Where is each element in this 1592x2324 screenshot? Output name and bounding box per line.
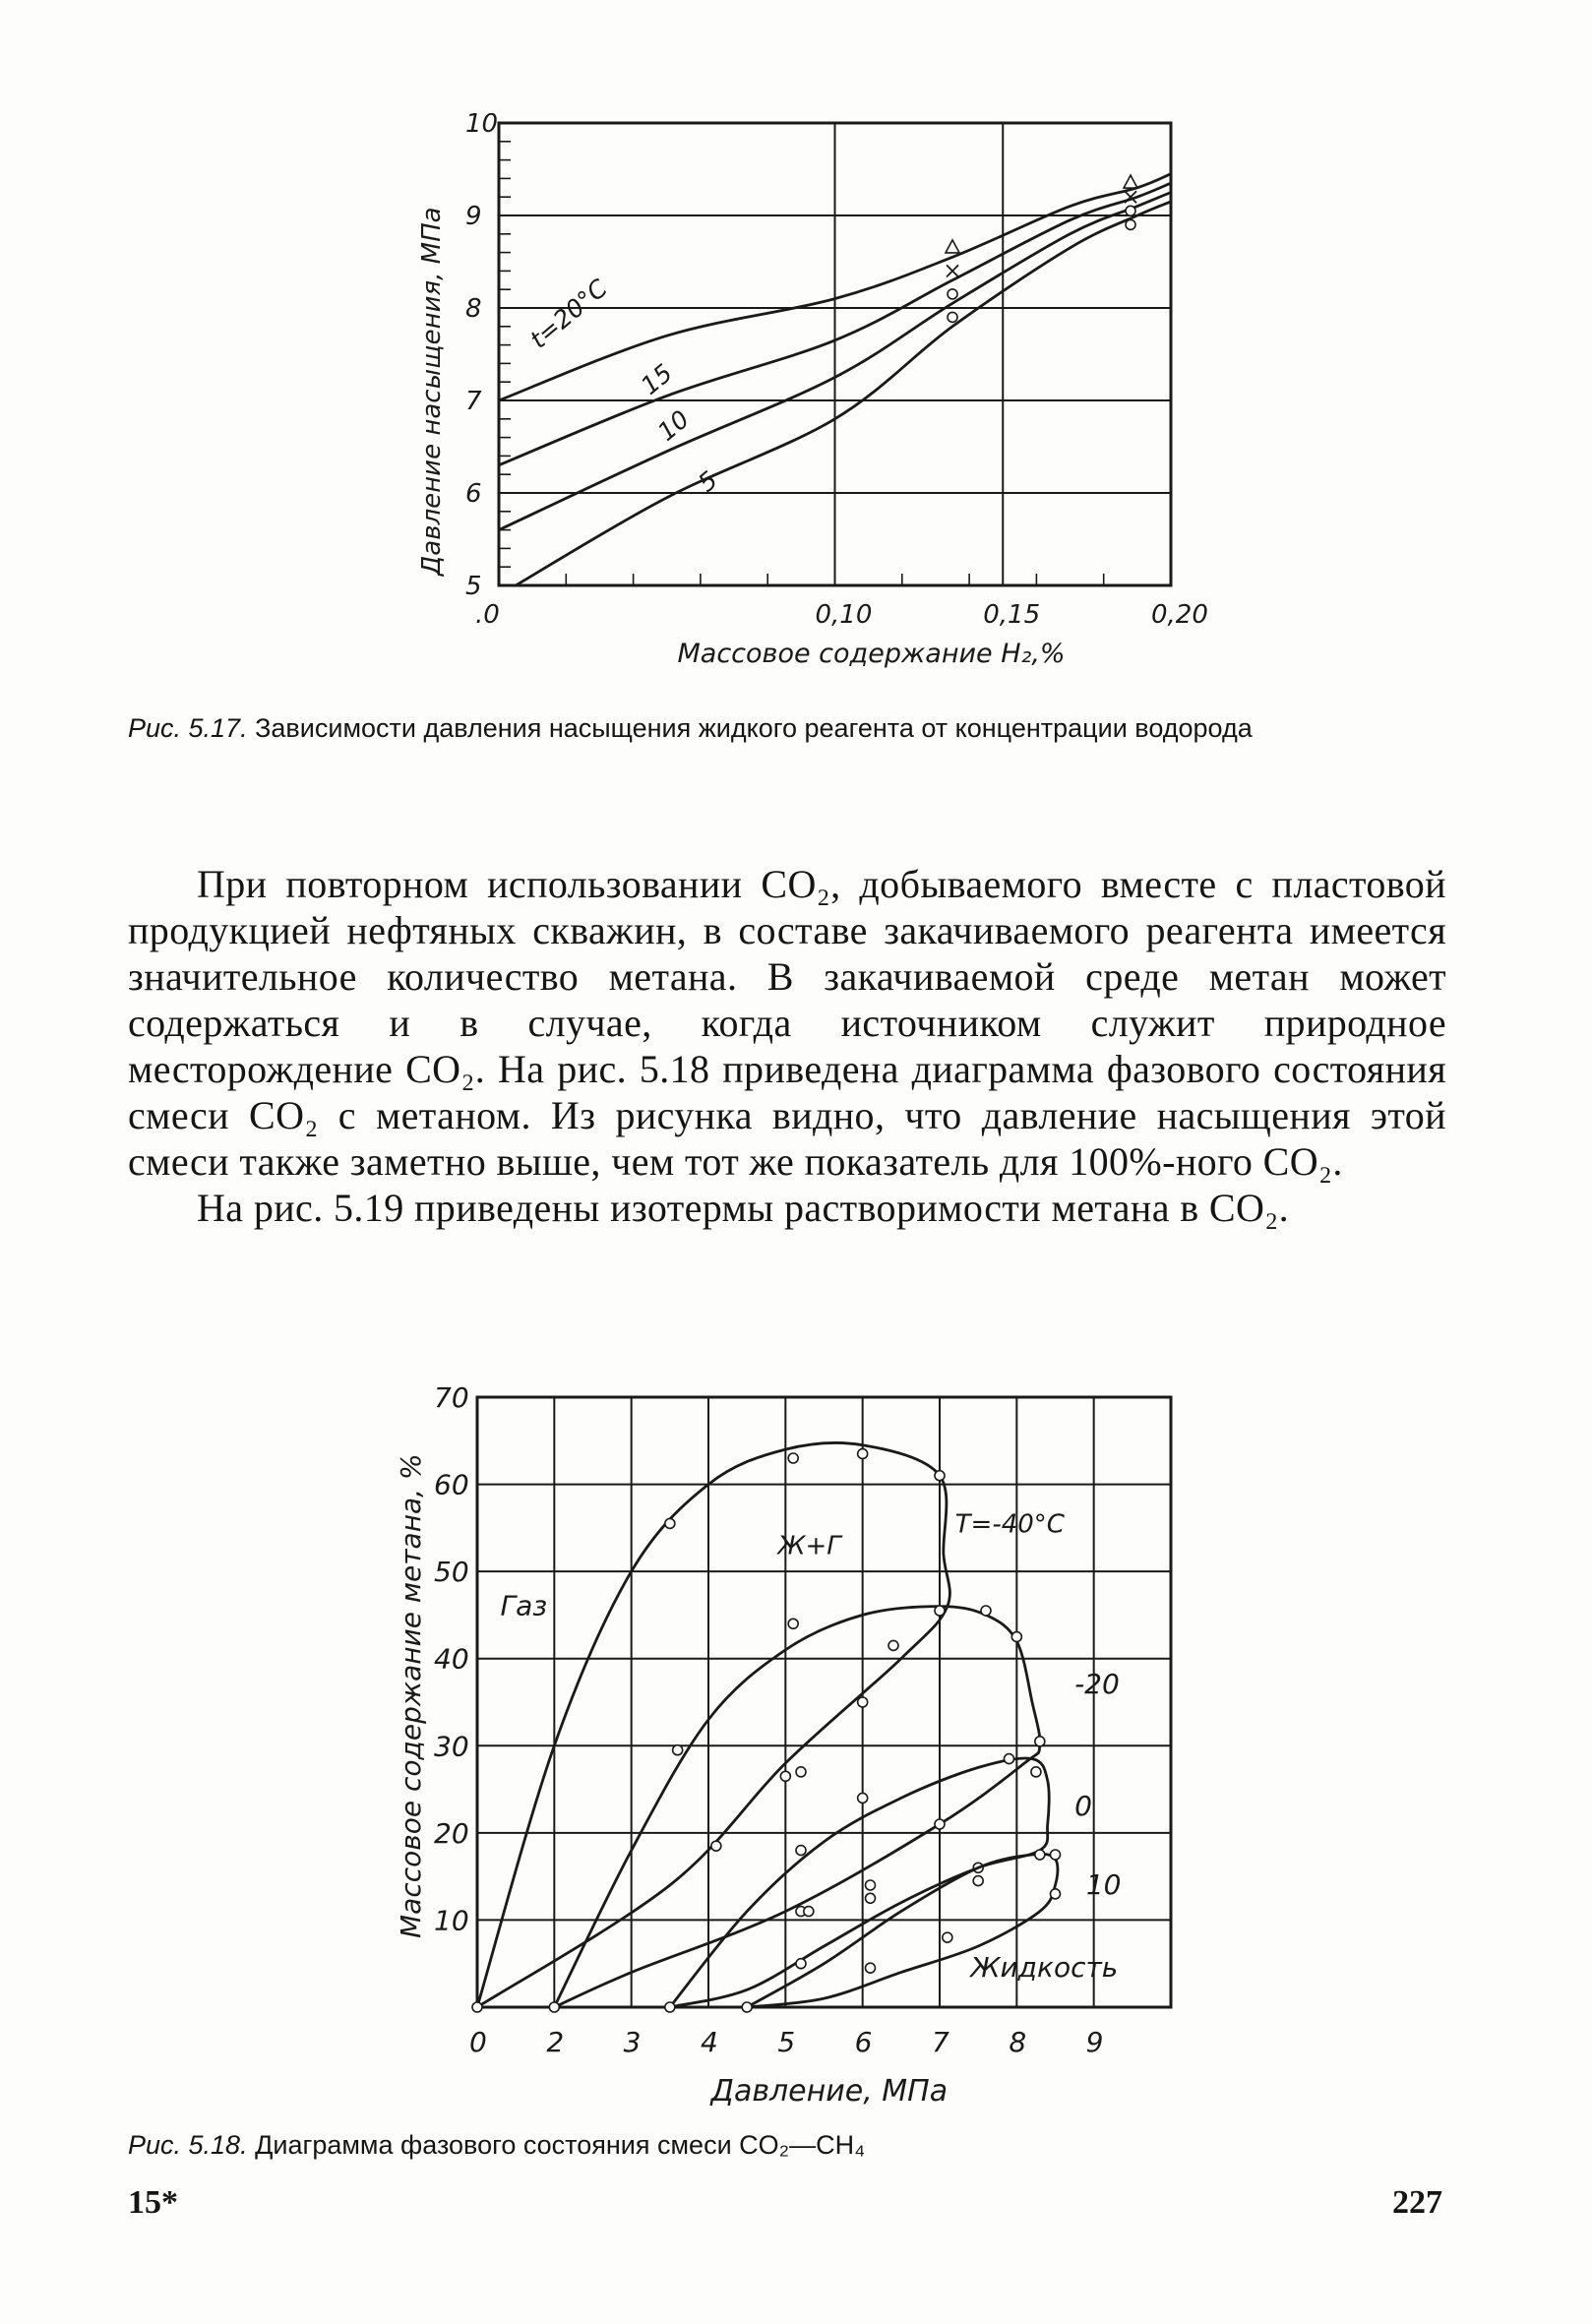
figure-5-18 — [389, 1382, 1215, 2110]
data-point — [788, 1453, 798, 1463]
y-tick-label: 10 — [434, 1904, 469, 1937]
data-point — [858, 1697, 868, 1707]
data-point — [935, 1819, 945, 1829]
y-tick-label: 9 — [465, 202, 482, 231]
data-point — [1005, 1754, 1014, 1764]
x-tick-label: 0,10 — [815, 600, 873, 630]
data-point — [1035, 1850, 1045, 1860]
region-label-liquid: Жидкость — [970, 1951, 1119, 1984]
y-tick-label: 40 — [434, 1642, 469, 1676]
x-tick-label: 9 — [1085, 2026, 1104, 2058]
y-tick-label: 70 — [434, 1382, 469, 1414]
data-point — [943, 1932, 952, 1942]
caption-label: Рис. 5.18. — [128, 2130, 248, 2160]
figure-5-17-caption — [128, 711, 1446, 745]
data-point — [1126, 206, 1135, 215]
data-point — [796, 1846, 806, 1856]
y-axis-title: Массовое содержание метана, % — [395, 1453, 427, 1938]
data-point — [1031, 1767, 1041, 1777]
data-point — [804, 1907, 814, 1917]
chart-5-18 — [389, 1382, 1215, 2110]
body-text — [128, 861, 1446, 1231]
series-5 — [516, 202, 1171, 585]
curve-label: -20 — [1074, 1668, 1120, 1701]
data-point — [973, 1876, 983, 1886]
x-tick-label: .0 — [475, 600, 500, 630]
caption-text: Диаграмма фазового состояния смеси CO₂—CH₄ — [255, 2130, 866, 2160]
x-tick-label: 0 — [469, 2026, 487, 2058]
curve-label: 15 — [635, 358, 678, 400]
data-point — [858, 1793, 868, 1803]
data-point — [742, 2002, 752, 2012]
page-number: 227 — [1392, 2184, 1442, 2221]
figure-5-17 — [389, 113, 1215, 684]
data-point — [788, 1619, 798, 1628]
data-point — [665, 2002, 675, 2012]
data-point — [796, 1767, 806, 1777]
y-tick-label: 8 — [465, 294, 482, 324]
x-tick-label: 0,15 — [983, 600, 1041, 630]
region-label-gas: Газ — [500, 1589, 548, 1622]
x-tick-label: 8 — [1009, 2026, 1027, 2058]
data-point — [711, 1841, 721, 1851]
curve--20 — [554, 1607, 1040, 2007]
x-tick-label: 3 — [623, 2026, 642, 2058]
curve-label: t=20°C — [524, 274, 613, 354]
y-tick-label: 50 — [434, 1556, 469, 1589]
y-tick-label: 5 — [465, 572, 482, 601]
data-point — [935, 1606, 945, 1616]
x-tick-label: 0,20 — [1151, 600, 1208, 630]
x-axis-title: Давление, МПа — [710, 2074, 949, 2109]
data-point — [888, 1640, 898, 1650]
region-label-two-phase: Ж+Г — [777, 1531, 841, 1561]
y-tick-label: 7 — [465, 387, 482, 416]
data-point — [1011, 1632, 1021, 1642]
data-point — [665, 1518, 675, 1528]
data-point — [1051, 1850, 1061, 1860]
chart-5-17 — [389, 113, 1215, 684]
data-point — [866, 1893, 876, 1903]
data-point — [948, 312, 957, 322]
curve-label: 0 — [1074, 1790, 1092, 1823]
data-point — [947, 265, 958, 276]
x-tick-label: 4 — [701, 2026, 718, 2058]
curve-label: 10 — [651, 404, 695, 447]
curve--40 — [477, 1442, 949, 2007]
data-point — [935, 1471, 945, 1481]
data-point — [673, 1745, 683, 1755]
data-point — [948, 289, 957, 299]
x-tick-label: 6 — [854, 2026, 873, 2058]
data-point — [1035, 1737, 1045, 1746]
data-point — [858, 1449, 868, 1459]
curve-label: 5 — [692, 465, 723, 498]
data-point — [549, 2002, 559, 2012]
curve-label: 10 — [1085, 1867, 1122, 1901]
data-point — [472, 2002, 482, 2012]
curve-10 — [747, 1854, 1058, 2007]
data-point — [866, 1880, 876, 1890]
data-point — [1124, 175, 1137, 188]
y-tick-label: 30 — [434, 1730, 469, 1763]
x-tick-label: 2 — [546, 2026, 565, 2058]
data-point — [946, 240, 959, 253]
x-tick-label: 5 — [777, 2026, 796, 2058]
plot-frame — [477, 1397, 1171, 2007]
x-axis-title: Массовое содержание H₂,% — [677, 639, 1066, 669]
data-point — [796, 1959, 806, 1969]
data-point — [1126, 219, 1135, 229]
paragraph-1: При повторном использовании CO₂, добываемого вместе с пластовой продукцией нефтяных скважин, в составе закачиваемого реагента имеется значительное количество метана. В закачиваемой среде метан может содержаться и в случае, когда источником служит природное месторождение CO₂. На рис. 5.18 приведена диаграмма фазового состояния смеси CO₂ с метаном. Из рисунка видно, что давление насыщения этой смеси также заметно выше, чем тот же показатель для 100%-ного CO₂. — [128, 862, 1446, 1184]
curve-label: T=-40°C — [954, 1509, 1065, 1540]
paragraph-2: На рис. 5.19 приведены изотермы растворимости метана в CO₂. — [197, 1186, 1290, 1230]
x-tick-label: 7 — [932, 2026, 949, 2058]
data-point — [780, 1771, 790, 1781]
caption-label: Рис. 5.17. — [128, 713, 248, 743]
data-point — [866, 1963, 876, 1973]
y-tick-label: 20 — [434, 1816, 469, 1850]
y-axis-title: Давление насыщения, МПа — [417, 207, 447, 576]
figure-5-18-caption — [128, 2128, 1446, 2162]
y-tick-label: 60 — [434, 1468, 469, 1501]
data-point — [1051, 1889, 1061, 1899]
y-tick-label: 6 — [465, 479, 482, 509]
curve-5 — [516, 202, 1171, 585]
signature-mark: 15* — [128, 2184, 178, 2221]
series-10 — [742, 1850, 1060, 2012]
caption-text: Зависимости давления насыщения жидкого реагента от концентрации водорода — [255, 713, 1253, 743]
y-tick-label: 10 — [465, 113, 499, 139]
data-point — [981, 1606, 991, 1616]
